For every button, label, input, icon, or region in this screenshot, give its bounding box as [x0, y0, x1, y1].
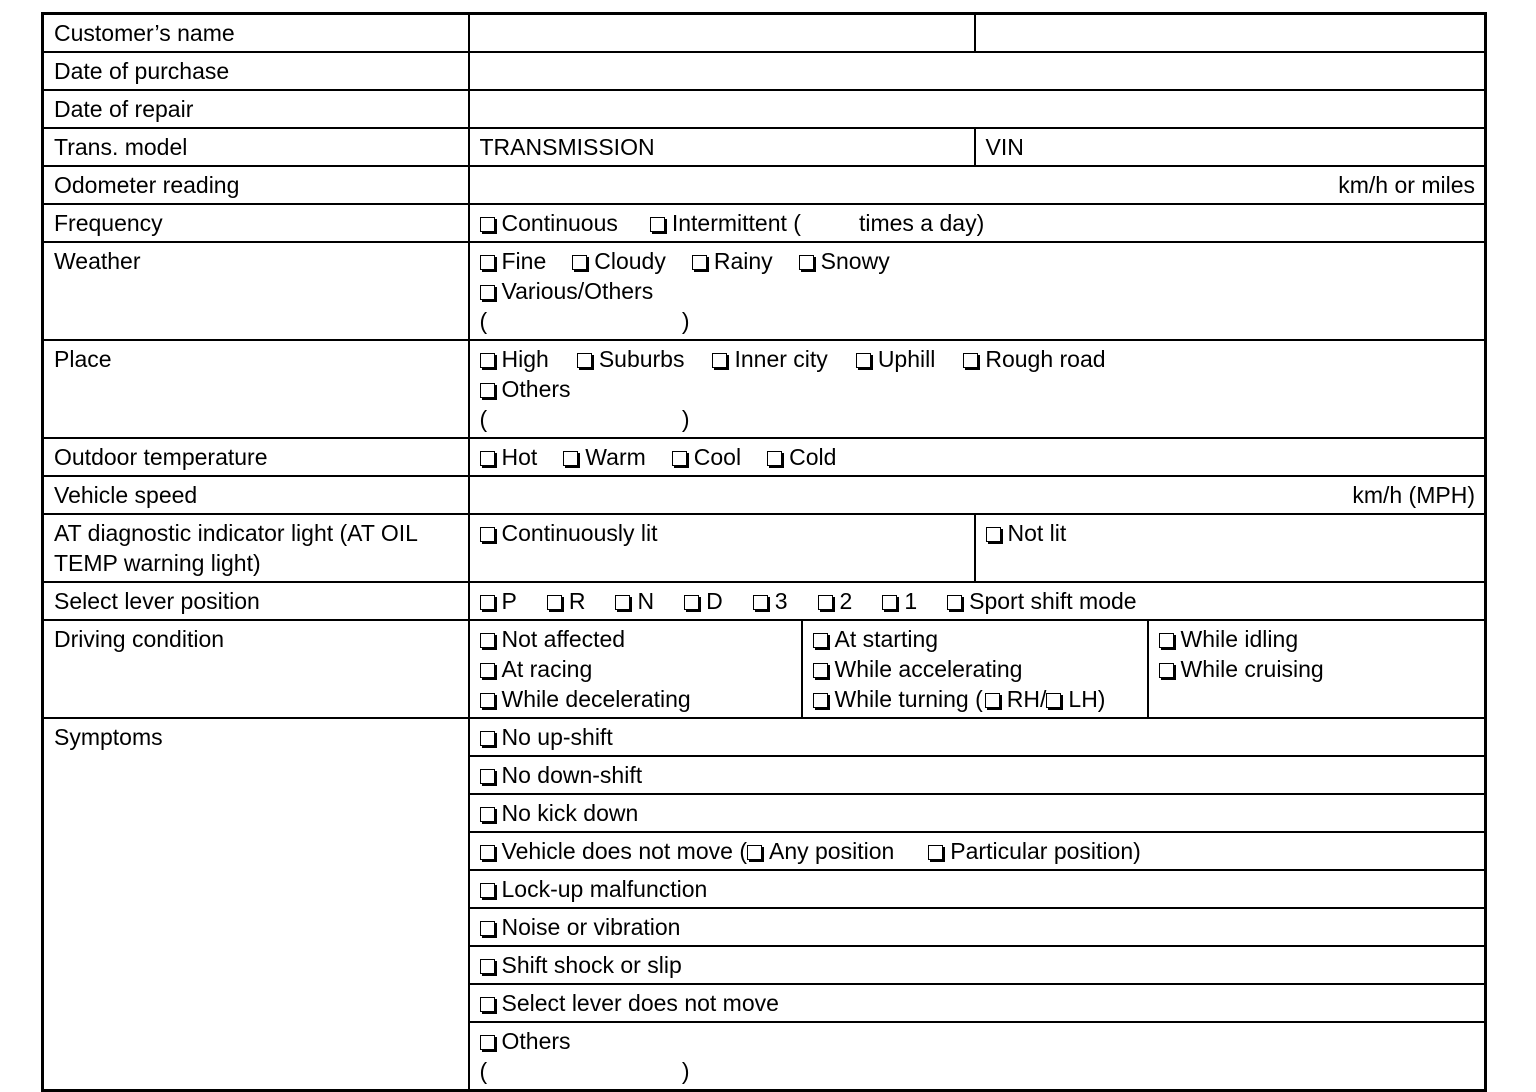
- option-cold[interactable]: [767, 442, 836, 472]
- option-warm[interactable]: [563, 442, 645, 472]
- symptom-other-input[interactable]: [480, 1056, 690, 1086]
- option-r[interactable]: [547, 586, 586, 616]
- option-label: Continuous: [501, 210, 618, 236]
- symptom-vehicle-does-not-move: [469, 832, 1486, 870]
- field-date-of-repair[interactable]: [469, 90, 1486, 128]
- option-label: 3: [774, 588, 788, 614]
- option-label: No up-shift: [501, 724, 613, 750]
- option-label: Vehicle does not move (: [501, 838, 747, 864]
- option-while-accelerating[interactable]: [813, 654, 1023, 684]
- checkbox-icon[interactable]: [480, 285, 495, 300]
- checkbox-icon[interactable]: [480, 663, 495, 678]
- option-label: At racing: [501, 656, 593, 682]
- option-label: Rough road: [985, 346, 1106, 372]
- checkbox-icon[interactable]: [1159, 663, 1174, 678]
- symptom-no-down-shift: [469, 756, 1486, 794]
- checkbox-icon[interactable]: [480, 217, 495, 232]
- option-while-turning[interactable]: [813, 684, 983, 714]
- option-label: While turning (: [834, 686, 983, 712]
- option-while-decelerating[interactable]: [480, 684, 691, 714]
- option-label: Hot: [501, 444, 538, 470]
- label-select-lever: Select lever position: [43, 582, 469, 620]
- checkbox-icon[interactable]: [572, 255, 587, 270]
- option-symptom-others[interactable]: [480, 1026, 571, 1056]
- option-label: Others: [501, 376, 571, 402]
- checkbox-icon[interactable]: [480, 693, 495, 708]
- option-no-kick-down[interactable]: [480, 798, 639, 828]
- option-label: Intermittent (: [671, 210, 801, 236]
- option-label: 2: [839, 588, 853, 614]
- checkbox-icon[interactable]: [480, 997, 495, 1012]
- checkbox-icon[interactable]: [813, 693, 828, 708]
- field-frequency: [469, 204, 1486, 242]
- option-not-affected[interactable]: [480, 624, 626, 654]
- option-cloudy[interactable]: [572, 246, 666, 276]
- checkbox-icon[interactable]: [650, 217, 665, 232]
- label-at-indicator: AT diagnostic indicator light (AT OIL TEMP warning light): [43, 514, 469, 582]
- checkbox-icon[interactable]: [813, 663, 828, 678]
- option-while-cruising[interactable]: [1159, 654, 1324, 684]
- checkbox-icon[interactable]: [672, 451, 687, 466]
- option-label: At starting: [834, 626, 939, 652]
- option-2[interactable]: [818, 586, 853, 616]
- row-place: [43, 340, 1486, 438]
- paren-open: (: [479, 1058, 488, 1084]
- option-lock-up-malfunction[interactable]: [480, 874, 708, 904]
- checkbox-icon[interactable]: [480, 921, 495, 936]
- option-hot[interactable]: [480, 442, 538, 472]
- checkbox-icon[interactable]: [480, 383, 495, 398]
- checkbox-icon[interactable]: [747, 845, 762, 860]
- label-driving-condition: Driving condition: [43, 620, 469, 718]
- option-label: While idling: [1180, 626, 1299, 652]
- row-at-indicator: [43, 514, 1486, 582]
- option-label: P: [501, 588, 517, 614]
- field-vin[interactable]: VIN: [975, 128, 1486, 166]
- checkbox-icon[interactable]: [480, 255, 495, 270]
- checkbox-icon[interactable]: [480, 527, 495, 542]
- option-label: High: [501, 346, 549, 372]
- option-label: Continuously lit: [501, 520, 658, 546]
- field-date-of-purchase[interactable]: [469, 52, 1486, 90]
- checkbox-icon[interactable]: [480, 731, 495, 746]
- option-label: Others: [501, 1028, 571, 1054]
- checkbox-icon[interactable]: [480, 845, 495, 860]
- option-1[interactable]: [882, 586, 917, 616]
- option-label: No down-shift: [501, 762, 643, 788]
- symptom-lock-up-malfunction: [469, 870, 1486, 908]
- checkbox-icon[interactable]: [480, 807, 495, 822]
- option-vehicle-does-not-move[interactable]: [480, 836, 747, 866]
- paren-close: ): [681, 406, 690, 432]
- checkbox-icon[interactable]: [856, 353, 871, 368]
- option-shift-shock-or-slip[interactable]: [480, 950, 682, 980]
- row-date-of-repair: [43, 90, 1486, 128]
- label-odometer: Odometer reading: [43, 166, 469, 204]
- label-place: Place: [43, 340, 469, 438]
- checkbox-icon[interactable]: [684, 595, 699, 610]
- option-label: Shift shock or slip: [501, 952, 682, 978]
- checkbox-icon[interactable]: [563, 451, 578, 466]
- checkbox-icon[interactable]: [577, 353, 592, 368]
- field-select-lever: [469, 582, 1486, 620]
- option-label: N: [637, 588, 655, 614]
- checkbox-icon[interactable]: [813, 633, 828, 648]
- option-label: Cold: [789, 444, 837, 470]
- paren-open: (: [479, 308, 488, 334]
- label-date-of-purchase: Date of purchase: [43, 52, 469, 90]
- option-suburbs[interactable]: [577, 344, 685, 374]
- checkbox-icon[interactable]: [767, 451, 782, 466]
- row-driving-condition: [43, 620, 1486, 718]
- option-label: Noise or vibration: [501, 914, 681, 940]
- checkbox-icon[interactable]: [986, 527, 1001, 542]
- label-weather: Weather: [43, 242, 469, 340]
- option-uphill[interactable]: [856, 344, 936, 374]
- option-label: Sport shift mode: [969, 588, 1137, 614]
- symptom-no-kick-down: [469, 794, 1486, 832]
- checkbox-icon[interactable]: [480, 959, 495, 974]
- option-rainy[interactable]: [692, 246, 773, 276]
- option-label: Select lever does not move: [501, 990, 779, 1016]
- option-label: Various/Others: [501, 278, 654, 304]
- option-label: Cool: [693, 444, 742, 470]
- field-not-lit: [975, 514, 1486, 582]
- option-particular-position[interactable]: [928, 836, 1140, 866]
- row-frequency: [43, 204, 1486, 242]
- option-label: 1: [904, 588, 918, 614]
- label-symptoms: Symptoms: [43, 718, 469, 1091]
- checkbox-icon[interactable]: [692, 255, 707, 270]
- option-sport-shift-mode[interactable]: [947, 586, 1136, 616]
- symptom-shift-shock-or-slip: [469, 946, 1486, 984]
- option-label: Uphill: [877, 346, 936, 372]
- option-rh-label: RH/: [1006, 686, 1047, 712]
- field-continuously-lit: [469, 514, 975, 582]
- checkbox-icon[interactable]: [480, 769, 495, 784]
- paren-close: ): [681, 1058, 690, 1084]
- vehicle-speed-unit: km/h (MPH): [1352, 482, 1475, 508]
- row-trans-model: [43, 128, 1486, 166]
- option-label: Suburbs: [598, 346, 685, 372]
- option-label: D: [706, 588, 723, 614]
- option-label: No kick down: [501, 800, 639, 826]
- checkbox-icon[interactable]: [480, 883, 495, 898]
- field-odometer[interactable]: [469, 166, 1486, 204]
- option-various-others[interactable]: [480, 276, 654, 306]
- checkbox-icon[interactable]: [947, 595, 962, 610]
- option-intermittent[interactable]: [650, 208, 801, 238]
- option-label: While cruising: [1180, 656, 1324, 682]
- checkbox-icon[interactable]: [480, 1035, 495, 1050]
- odometer-unit: km/h or miles: [1338, 172, 1475, 198]
- driving-condition-col2: [802, 620, 1148, 718]
- option-cool[interactable]: [672, 442, 741, 472]
- option-high[interactable]: [480, 344, 549, 374]
- option-noise-or-vibration[interactable]: [480, 912, 681, 942]
- checkbox-icon[interactable]: [480, 595, 495, 610]
- option-d[interactable]: [684, 586, 723, 616]
- paren-close: ): [681, 308, 690, 334]
- checkbox-rh-icon[interactable]: [985, 693, 1000, 708]
- checkbox-icon[interactable]: [882, 595, 897, 610]
- symptom-others: [469, 1022, 1486, 1091]
- row-select-lever: [43, 582, 1486, 620]
- option-label: While decelerating: [501, 686, 691, 712]
- checkbox-icon[interactable]: [799, 255, 814, 270]
- label-outdoor-temperature: Outdoor temperature: [43, 438, 469, 476]
- row-outdoor-temperature: [43, 438, 1486, 476]
- weather-other-input[interactable]: [480, 306, 690, 336]
- checkbox-icon[interactable]: [480, 633, 495, 648]
- option-any-position[interactable]: [747, 836, 894, 866]
- option-label: Lock-up malfunction: [501, 876, 708, 902]
- checkbox-icon[interactable]: [615, 595, 630, 610]
- row-odometer: [43, 166, 1486, 204]
- driving-condition-col1: [469, 620, 802, 718]
- option-label: Warm: [585, 444, 646, 470]
- place-other-input[interactable]: [480, 404, 690, 434]
- diagnostic-worksheet: [41, 12, 1487, 1092]
- checkbox-lh-icon[interactable]: [1046, 693, 1061, 708]
- row-weather: [43, 242, 1486, 340]
- option-lh-label: LH): [1068, 686, 1106, 712]
- option-label: While accelerating: [834, 656, 1023, 682]
- option-n[interactable]: [615, 586, 654, 616]
- option-continuous[interactable]: [480, 208, 618, 238]
- symptom-noise-or-vibration: [469, 908, 1486, 946]
- option-no-down-shift[interactable]: [480, 760, 643, 790]
- option-select-lever-does-not-move[interactable]: [480, 988, 779, 1018]
- driving-condition-col3: [1148, 620, 1486, 718]
- option-place-others[interactable]: [480, 374, 571, 404]
- label-vehicle-speed: Vehicle speed: [43, 476, 469, 514]
- option-label: Any position: [768, 838, 895, 864]
- row-symptoms: [43, 718, 1486, 756]
- field-trans-model[interactable]: TRANSMISSION: [469, 128, 975, 166]
- option-label: Fine: [501, 248, 547, 274]
- checkbox-icon[interactable]: [963, 353, 978, 368]
- option-no-up-shift[interactable]: [480, 722, 613, 752]
- checkbox-icon[interactable]: [928, 845, 943, 860]
- option-rough-road[interactable]: [963, 344, 1105, 374]
- checkbox-icon[interactable]: [547, 595, 562, 610]
- checkbox-icon[interactable]: [818, 595, 833, 610]
- option-inner-city[interactable]: [712, 344, 827, 374]
- checkbox-icon[interactable]: [480, 451, 495, 466]
- symptom-select-lever-does-not-move: [469, 984, 1486, 1022]
- row-customer-name: [43, 14, 1486, 53]
- option-label: Cloudy: [594, 248, 666, 274]
- field-customer-name-2[interactable]: [975, 14, 1486, 53]
- option-fine[interactable]: [480, 246, 547, 276]
- option-snowy[interactable]: [799, 246, 890, 276]
- field-vehicle-speed[interactable]: [469, 476, 1486, 514]
- option-label: Not lit: [1007, 520, 1067, 546]
- checkbox-icon[interactable]: [753, 595, 768, 610]
- times-a-day: times a day): [858, 210, 985, 236]
- option-at-racing[interactable]: [480, 654, 593, 684]
- label-date-of-repair: Date of repair: [43, 90, 469, 128]
- option-p[interactable]: [480, 586, 517, 616]
- field-customer-name-1[interactable]: [469, 14, 975, 53]
- option-at-starting[interactable]: [813, 624, 939, 654]
- field-outdoor-temperature: [469, 438, 1486, 476]
- option-label: R: [568, 588, 586, 614]
- label-customer-name: Customer’s name: [43, 14, 469, 53]
- checkbox-icon[interactable]: [1159, 633, 1174, 648]
- row-date-of-purchase: [43, 52, 1486, 90]
- field-place: [469, 340, 1486, 438]
- option-label: Rainy: [713, 248, 773, 274]
- option-label: Inner city: [734, 346, 828, 372]
- symptom-no-up-shift: [469, 718, 1486, 756]
- checkbox-icon[interactable]: [712, 353, 727, 368]
- checkbox-icon[interactable]: [480, 353, 495, 368]
- option-not-lit[interactable]: [986, 518, 1067, 548]
- paren-open: (: [479, 406, 488, 432]
- label-trans-model: Trans. model: [43, 128, 469, 166]
- option-3[interactable]: [753, 586, 788, 616]
- option-label: Snowy: [820, 248, 890, 274]
- option-label: Not affected: [501, 626, 626, 652]
- option-continuously-lit[interactable]: [480, 518, 658, 548]
- field-weather: [469, 242, 1486, 340]
- option-while-idling[interactable]: [1159, 624, 1299, 654]
- row-vehicle-speed: [43, 476, 1486, 514]
- label-frequency: Frequency: [43, 204, 469, 242]
- option-label: Particular position): [950, 838, 1141, 864]
